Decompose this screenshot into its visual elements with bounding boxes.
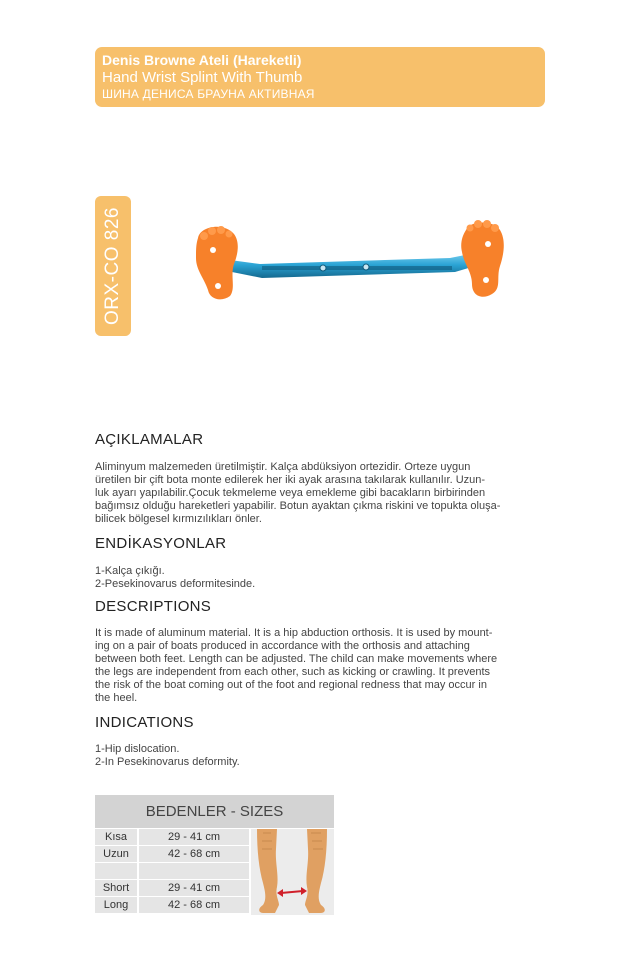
size-label	[95, 863, 137, 879]
product-code: ORX-CO 826	[102, 207, 123, 325]
right-boot	[461, 220, 504, 297]
size-value: 42 - 68 cm	[139, 897, 249, 913]
text-line: the heel.	[95, 692, 138, 704]
splint-bar	[230, 252, 482, 278]
left-boot	[196, 226, 238, 299]
paragraph-endikasyonlar	[95, 565, 545, 591]
text-line: It is made of aluminum material. It is a hip abduction orthosis. It is used by mount-	[95, 627, 493, 639]
measure-arrow	[277, 887, 307, 897]
text-line: the risk of the boat coming out of the foot and regional redness that may occur in	[95, 679, 487, 691]
size-value	[139, 863, 249, 879]
section-title-indications: INDICATIONS	[95, 714, 194, 731]
text-line: luk ayarı yapılabilir.Çocuk tekmeleme veya emekleme gibi bacakların birbirinden	[95, 487, 486, 499]
title-turkish: Denis Browne Ateli (Hareketli)	[102, 52, 302, 68]
sizes-table	[95, 795, 334, 915]
legs-measurement-image	[251, 829, 334, 915]
size-row	[95, 829, 249, 845]
text-line: bilicek bölgesel kırmızılıkları önler.	[95, 513, 262, 525]
text-line: 1-Hip dislocation.	[95, 743, 180, 755]
splint-product-image	[190, 212, 510, 308]
size-row	[95, 897, 249, 913]
text-line: 1-Kalça çıkığı.	[95, 565, 165, 577]
size-label: Long	[95, 897, 137, 913]
section-title-descriptions: DESCRIPTIONS	[95, 598, 212, 615]
size-row-spacer	[95, 863, 249, 879]
section-title-endikasyonlar: ENDİKASYONLAR	[95, 535, 227, 552]
sizes-title: BEDENLER - SIZES	[95, 795, 334, 828]
size-row	[95, 880, 249, 896]
product-code-tab	[95, 196, 131, 336]
size-label: Kısa	[95, 829, 137, 845]
text-line: bağımsız olduğu hareketleri yapabilir. Botun ayaktan çıkma riskini ve topukta oluşa-	[95, 500, 501, 512]
title-english: Hand Wrist Splint With Thumb	[102, 69, 303, 86]
size-row	[95, 846, 249, 862]
text-line: 2-In Pesekinovarus deformity.	[95, 756, 240, 768]
size-label: Short	[95, 880, 137, 896]
size-value: 29 - 41 cm	[139, 829, 249, 845]
text-line: between both feet. Length can be adjusted. The child can make movements where	[95, 653, 498, 665]
size-value: 42 - 68 cm	[139, 846, 249, 862]
text-line: 2-Pesekinovarus deformitesinde.	[95, 578, 256, 590]
section-title-aciklamalar: AÇIKLAMALAR	[95, 431, 204, 448]
paragraph-descriptions	[95, 627, 545, 705]
size-label: Uzun	[95, 846, 137, 862]
paragraph-aciklamalar	[95, 461, 545, 526]
text-line: Aliminyum malzemeden üretilmiştir. Kalça abdüksiyon ortezidir. Orteze uygun	[95, 461, 471, 473]
text-line: ing on a pair of boats produced in accordance with the orthosis and attaching	[95, 640, 470, 652]
paragraph-indications	[95, 743, 545, 769]
title-banner	[95, 47, 545, 107]
title-russian: ШИНА ДЕНИСА БРАУНА АКТИВНАЯ	[102, 87, 315, 101]
text-line: üretilen bir çift bota monte edilerek her iki ayak arasına takılarak kullanılır. Uzun-	[95, 474, 486, 486]
text-line: the legs are independent from each other, such as kicking or crawling. It prevents	[95, 666, 490, 678]
size-value: 29 - 41 cm	[139, 880, 249, 896]
